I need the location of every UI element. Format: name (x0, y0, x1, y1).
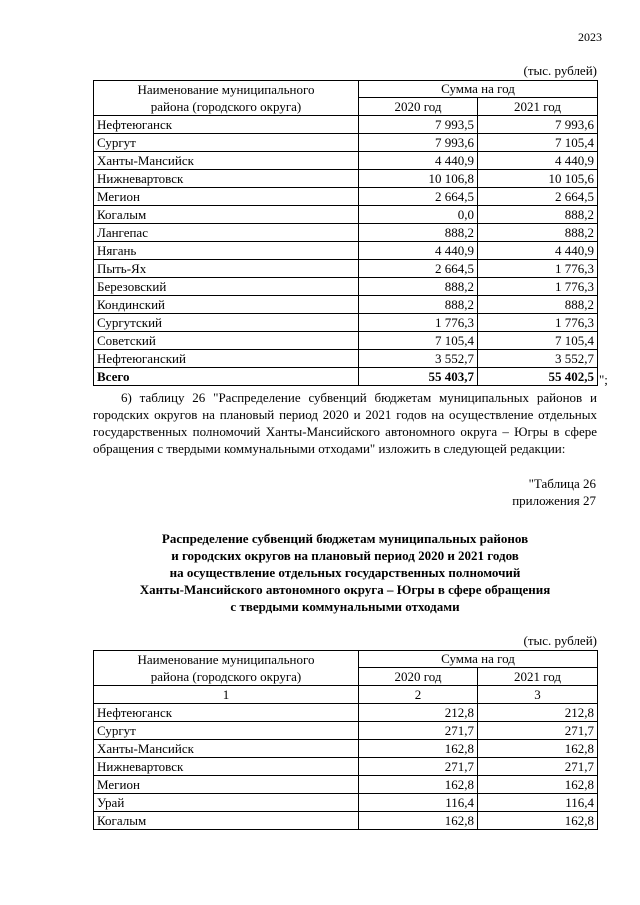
table1-name-header-line2: района (городского округа) (150, 99, 302, 114)
municipality-name: Урай (94, 794, 359, 812)
value-2020: 162,8 (359, 776, 478, 794)
value-2021: 7 105,4 (478, 134, 598, 152)
table1-year2-header: 2021 год (478, 98, 598, 116)
municipality-name: Пыть-Ях (94, 260, 359, 278)
table1-sum-header: Сумма на год (359, 81, 598, 98)
value-2020: 271,7 (359, 722, 478, 740)
table1-name-header-line1: Наименование муниципального (137, 82, 315, 97)
value-2021: 4 440,9 (478, 152, 598, 170)
table2-year1-header: 2020 год (359, 668, 478, 686)
table2-year2-header: 2021 год (478, 668, 598, 686)
table1-units: (тыс. рублей) (523, 63, 597, 78)
amendment-paragraph: 6) таблицу 26 "Распределение субвенций бюджетам муниципальных районов и городских округов на плановый период 2020 и 2021 годов на осуществление отдельных государственных полномочий Ханты-Мансийского автономного округа – Югры в сфере обращения с твердыми коммунальными отходами" изложить в следующей редакции: (93, 390, 597, 456)
value-2021: 888,2 (478, 224, 598, 242)
total-2020: 55 403,7 (359, 368, 478, 386)
value-2021: 888,2 (478, 296, 598, 314)
table2-units: (тыс. рублей) (523, 633, 597, 648)
table2 (93, 650, 598, 830)
table2-colnum-2: 2 (359, 686, 478, 704)
table-row (94, 152, 598, 170)
value-2020: 7 993,6 (359, 134, 478, 152)
value-2021: 7 993,6 (478, 116, 598, 134)
table-row (94, 350, 598, 368)
municipality-name: Нефтеюганск (94, 704, 359, 722)
title-line1: Распределение субвенций бюджетам муниципальных районов (161, 531, 529, 546)
table-row (94, 758, 598, 776)
document-title (93, 530, 597, 615)
value-2021: 162,8 (478, 776, 598, 794)
value-2020: 116,4 (359, 794, 478, 812)
municipality-name: Березовский (94, 278, 359, 296)
table-row (94, 116, 598, 134)
value-2020: 888,2 (359, 278, 478, 296)
total-2021: 55 402,5 (478, 368, 598, 386)
table-row (94, 224, 598, 242)
municipality-name: Мегион (94, 188, 359, 206)
value-2021: 1 776,3 (478, 278, 598, 296)
value-2020: 7 105,4 (359, 332, 478, 350)
municipality-name: Нефтеюганский (94, 350, 359, 368)
table2-name-header-line1: Наименование муниципального (137, 652, 315, 667)
page-number: 2023 (578, 30, 602, 44)
table2-colnum-1: 1 (94, 686, 359, 704)
table2-sum-header: Сумма на год (359, 651, 598, 668)
title-line5: с твердыми коммунальными отходами (230, 599, 460, 614)
table1-year1-header: 2020 год (359, 98, 478, 116)
value-2021: 212,8 (478, 704, 598, 722)
table-row (94, 296, 598, 314)
value-2021: 116,4 (478, 794, 598, 812)
municipality-name: Нягань (94, 242, 359, 260)
value-2020: 2 664,5 (359, 188, 478, 206)
table-row (94, 260, 598, 278)
municipality-name: Когалым (94, 206, 359, 224)
value-2020: 162,8 (359, 812, 478, 830)
table-row (94, 794, 598, 812)
value-2021: 888,2 (478, 206, 598, 224)
value-2021: 7 105,4 (478, 332, 598, 350)
value-2020: 2 664,5 (359, 260, 478, 278)
municipality-name: Ханты-Мансийск (94, 740, 359, 758)
table-row (94, 812, 598, 830)
value-2021: 4 440,9 (478, 242, 598, 260)
table-row (94, 188, 598, 206)
table-reference-line1: "Таблица 26 (528, 476, 596, 491)
table-row (94, 704, 598, 722)
title-line2: и городских округов на плановый период 2020 и 2021 годов (171, 548, 519, 563)
municipality-name: Нижневартовск (94, 758, 359, 776)
municipality-name: Нижневартовск (94, 170, 359, 188)
value-2020: 4 440,9 (359, 152, 478, 170)
title-line3: на осуществление отдельных государственных полномочий (169, 565, 521, 580)
value-2021: 1 776,3 (478, 260, 598, 278)
municipality-name: Ханты-Мансийск (94, 152, 359, 170)
table-row (94, 134, 598, 152)
value-2021: 271,7 (478, 722, 598, 740)
municipality-name: Нефтеюганск (94, 116, 359, 134)
table-row (94, 242, 598, 260)
table-row (94, 278, 598, 296)
municipality-name: Советский (94, 332, 359, 350)
value-2021: 10 105,6 (478, 170, 598, 188)
municipality-name: Сургут (94, 722, 359, 740)
table2-name-header (94, 651, 359, 686)
table-reference (470, 475, 596, 509)
table1-closing-quote: "; (599, 372, 608, 387)
table-row (94, 740, 598, 758)
value-2021: 162,8 (478, 812, 598, 830)
value-2020: 271,7 (359, 758, 478, 776)
municipality-name: Сургут (94, 134, 359, 152)
value-2020: 0,0 (359, 206, 478, 224)
table-row (94, 170, 598, 188)
table2-colnum-3: 3 (478, 686, 598, 704)
table-row (94, 206, 598, 224)
municipality-name: Лангепас (94, 224, 359, 242)
value-2020: 1 776,3 (359, 314, 478, 332)
table-row (94, 776, 598, 794)
value-2020: 162,8 (359, 740, 478, 758)
value-2020: 10 106,8 (359, 170, 478, 188)
table-reference-line2: приложения 27 (512, 493, 596, 508)
title-line4: Ханты-Мансийского автономного округа – Югры в сфере обращения (139, 582, 551, 597)
table-row (94, 314, 598, 332)
table2-name-header-line2: района (городского округа) (150, 669, 302, 684)
table-row (94, 722, 598, 740)
value-2020: 7 993,5 (359, 116, 478, 134)
value-2020: 888,2 (359, 224, 478, 242)
value-2020: 3 552,7 (359, 350, 478, 368)
value-2020: 212,8 (359, 704, 478, 722)
value-2020: 888,2 (359, 296, 478, 314)
table1 (93, 80, 598, 386)
value-2021: 1 776,3 (478, 314, 598, 332)
total-label: Всего (94, 368, 359, 386)
table1-name-header (94, 81, 359, 116)
municipality-name: Мегион (94, 776, 359, 794)
value-2021: 3 552,7 (478, 350, 598, 368)
municipality-name: Кондинский (94, 296, 359, 314)
municipality-name: Когалым (94, 812, 359, 830)
value-2021: 162,8 (478, 740, 598, 758)
table-row (94, 332, 598, 350)
value-2021: 271,7 (478, 758, 598, 776)
value-2021: 2 664,5 (478, 188, 598, 206)
value-2020: 4 440,9 (359, 242, 478, 260)
total-row (94, 368, 598, 386)
municipality-name: Сургутский (94, 314, 359, 332)
